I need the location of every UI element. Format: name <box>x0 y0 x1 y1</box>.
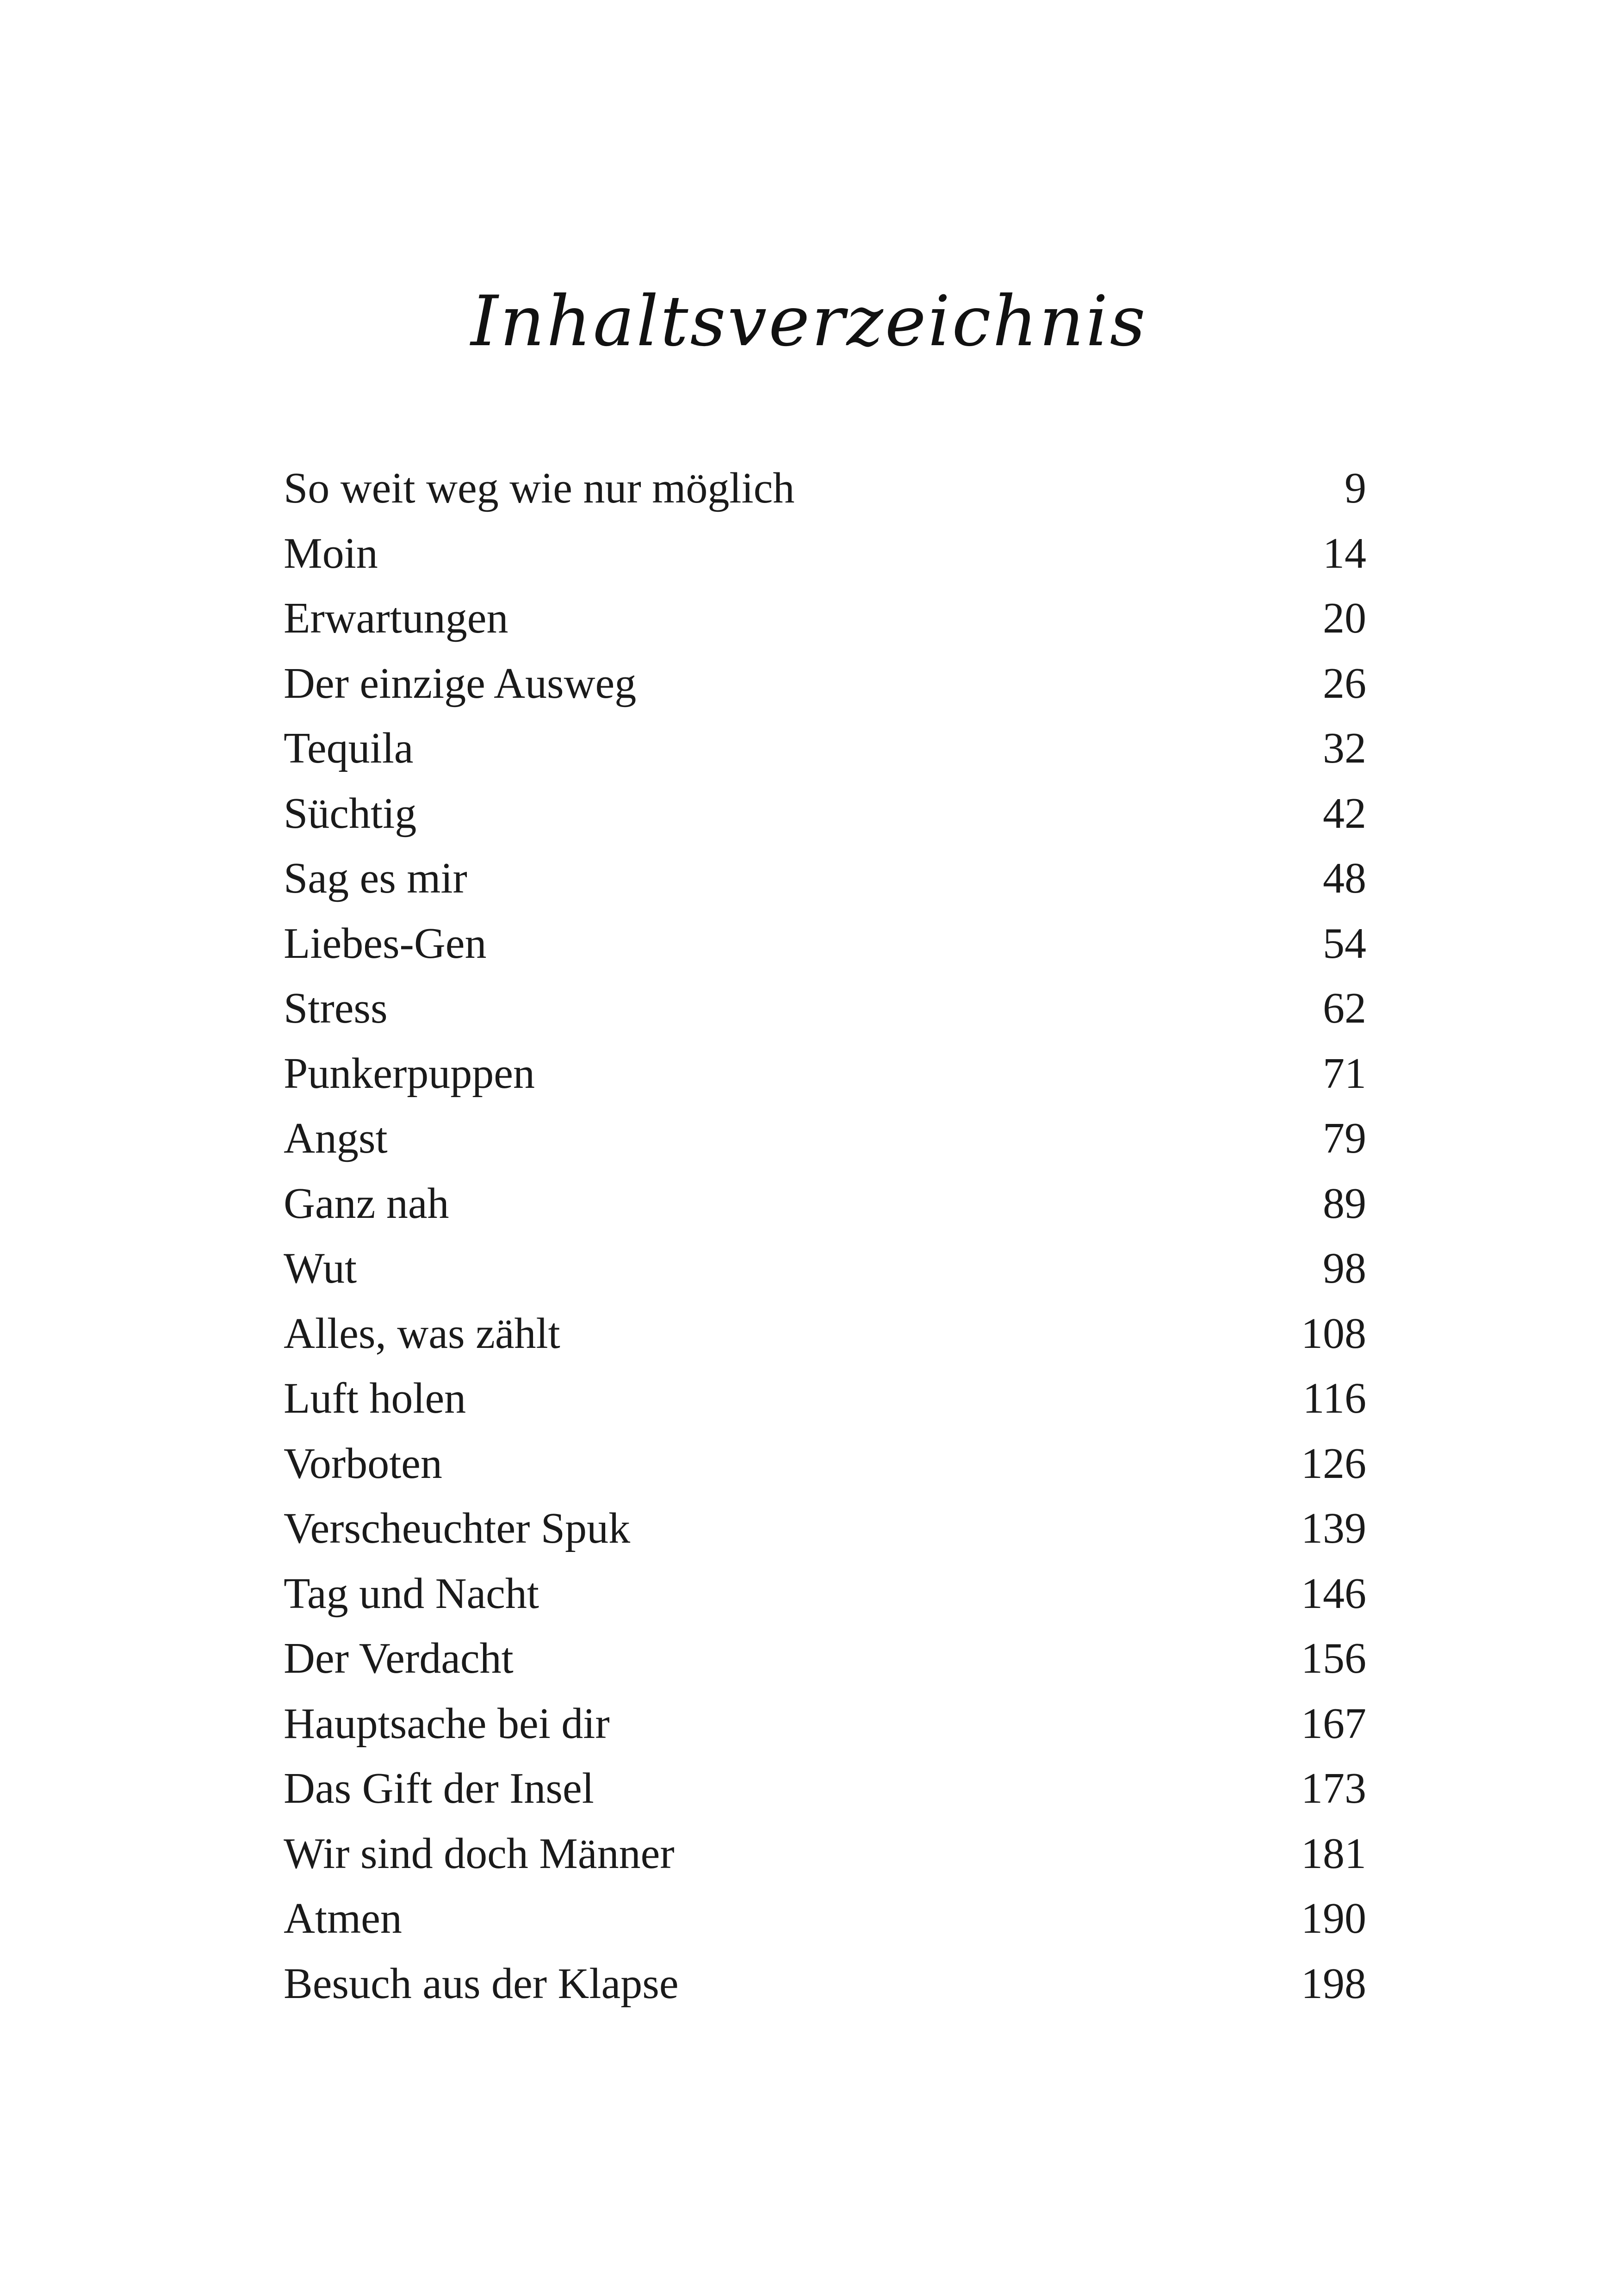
toc-entry-title: So weit weg wie nur möglich <box>284 464 795 512</box>
toc-entry <box>284 1951 1366 2017</box>
toc-entry-title: Stress <box>284 984 388 1032</box>
toc-entry <box>284 456 1366 521</box>
toc-entry-page-number: 42 <box>1323 789 1366 838</box>
toc-entry-title: Wut <box>284 1244 357 1292</box>
toc-entry <box>284 651 1366 716</box>
toc-entry <box>284 1886 1366 1951</box>
toc-entry-title: Sag es mir <box>284 854 467 902</box>
toc-entry <box>284 846 1366 911</box>
toc-entry-title: Süchtig <box>284 789 417 838</box>
toc-entry-title: Erwartungen <box>284 594 508 642</box>
toc-entry-page-number: 126 <box>1301 1439 1366 1488</box>
toc-entry-page-number: 181 <box>1301 1829 1366 1878</box>
toc-entry-page-number: 14 <box>1323 529 1366 577</box>
toc-entry <box>284 1366 1366 1431</box>
table-of-contents <box>284 456 1366 2016</box>
toc-entry <box>284 1171 1366 1236</box>
toc-entry-title: Verscheuchter Spuk <box>284 1504 631 1552</box>
toc-entry-title: Besuch aus der Klapse <box>284 1959 679 2008</box>
toc-entry <box>284 976 1366 1041</box>
toc-entry-page-number: 62 <box>1323 984 1366 1032</box>
toc-entry-page-number: 26 <box>1323 659 1366 707</box>
toc-entry <box>284 1301 1366 1366</box>
toc-entry-title: Punkerpuppen <box>284 1049 535 1098</box>
toc-entry-page-number: 167 <box>1301 1699 1366 1748</box>
toc-entry <box>284 716 1366 781</box>
toc-entry-page-number: 79 <box>1323 1114 1366 1162</box>
toc-entry-page-number: 173 <box>1301 1764 1366 1812</box>
toc-entry <box>284 911 1366 976</box>
toc-entry-page-number: 71 <box>1323 1049 1366 1098</box>
toc-entry-title: Vorboten <box>284 1439 442 1488</box>
toc-entry-page-number: 190 <box>1301 1894 1366 1942</box>
toc-entry-page-number: 108 <box>1301 1309 1366 1358</box>
toc-entry-page-number: 98 <box>1323 1244 1366 1292</box>
toc-entry-title: Liebes-Gen <box>284 919 487 968</box>
toc-entry-title: Luft holen <box>284 1374 466 1422</box>
toc-entry <box>284 1041 1366 1106</box>
toc-entry-title: Tequila <box>284 724 414 772</box>
toc-entry-title: Ganz nah <box>284 1179 449 1228</box>
toc-entry-page-number: 146 <box>1301 1569 1366 1618</box>
toc-entry <box>284 781 1366 846</box>
toc-entry-title: Der einzige Ausweg <box>284 659 637 707</box>
toc-entry-page-number: 54 <box>1323 919 1366 968</box>
toc-entry <box>284 1561 1366 1626</box>
page-title: Inhaltsverzeichnis <box>471 281 1147 362</box>
toc-entry <box>284 586 1366 651</box>
toc-entry-page-number: 116 <box>1302 1374 1366 1422</box>
toc-entry <box>284 1106 1366 1171</box>
toc-entry <box>284 1496 1366 1561</box>
toc-entry-page-number: 198 <box>1301 1959 1366 2008</box>
toc-entry-page-number: 9 <box>1345 464 1366 512</box>
toc-entry-title: Tag und Nacht <box>284 1569 539 1618</box>
toc-entry <box>284 1626 1366 1691</box>
toc-entry <box>284 1431 1366 1496</box>
toc-entry <box>284 1756 1366 1821</box>
toc-entry <box>284 521 1366 586</box>
toc-entry-page-number: 89 <box>1323 1179 1366 1228</box>
toc-entry-title: Der Verdacht <box>284 1634 514 1682</box>
toc-entry-title: Atmen <box>284 1894 402 1942</box>
toc-entry-page-number: 139 <box>1301 1504 1366 1552</box>
toc-entry-title: Angst <box>284 1114 388 1162</box>
toc-entry <box>284 1236 1366 1301</box>
toc-entry-page-number: 156 <box>1301 1634 1366 1682</box>
toc-entry <box>284 1821 1366 1886</box>
toc-entry-title: Das Gift der Insel <box>284 1764 594 1812</box>
toc-entry-page-number: 48 <box>1323 854 1366 902</box>
toc-entry-page-number: 20 <box>1323 594 1366 642</box>
toc-entry-title: Hauptsache bei dir <box>284 1699 610 1748</box>
toc-entry-page-number: 32 <box>1323 724 1366 772</box>
toc-entry-title: Alles, was zählt <box>284 1309 560 1358</box>
toc-entry-title: Wir sind doch Männer <box>284 1829 675 1878</box>
toc-entry-title: Moin <box>284 529 378 577</box>
toc-entry <box>284 1691 1366 1756</box>
